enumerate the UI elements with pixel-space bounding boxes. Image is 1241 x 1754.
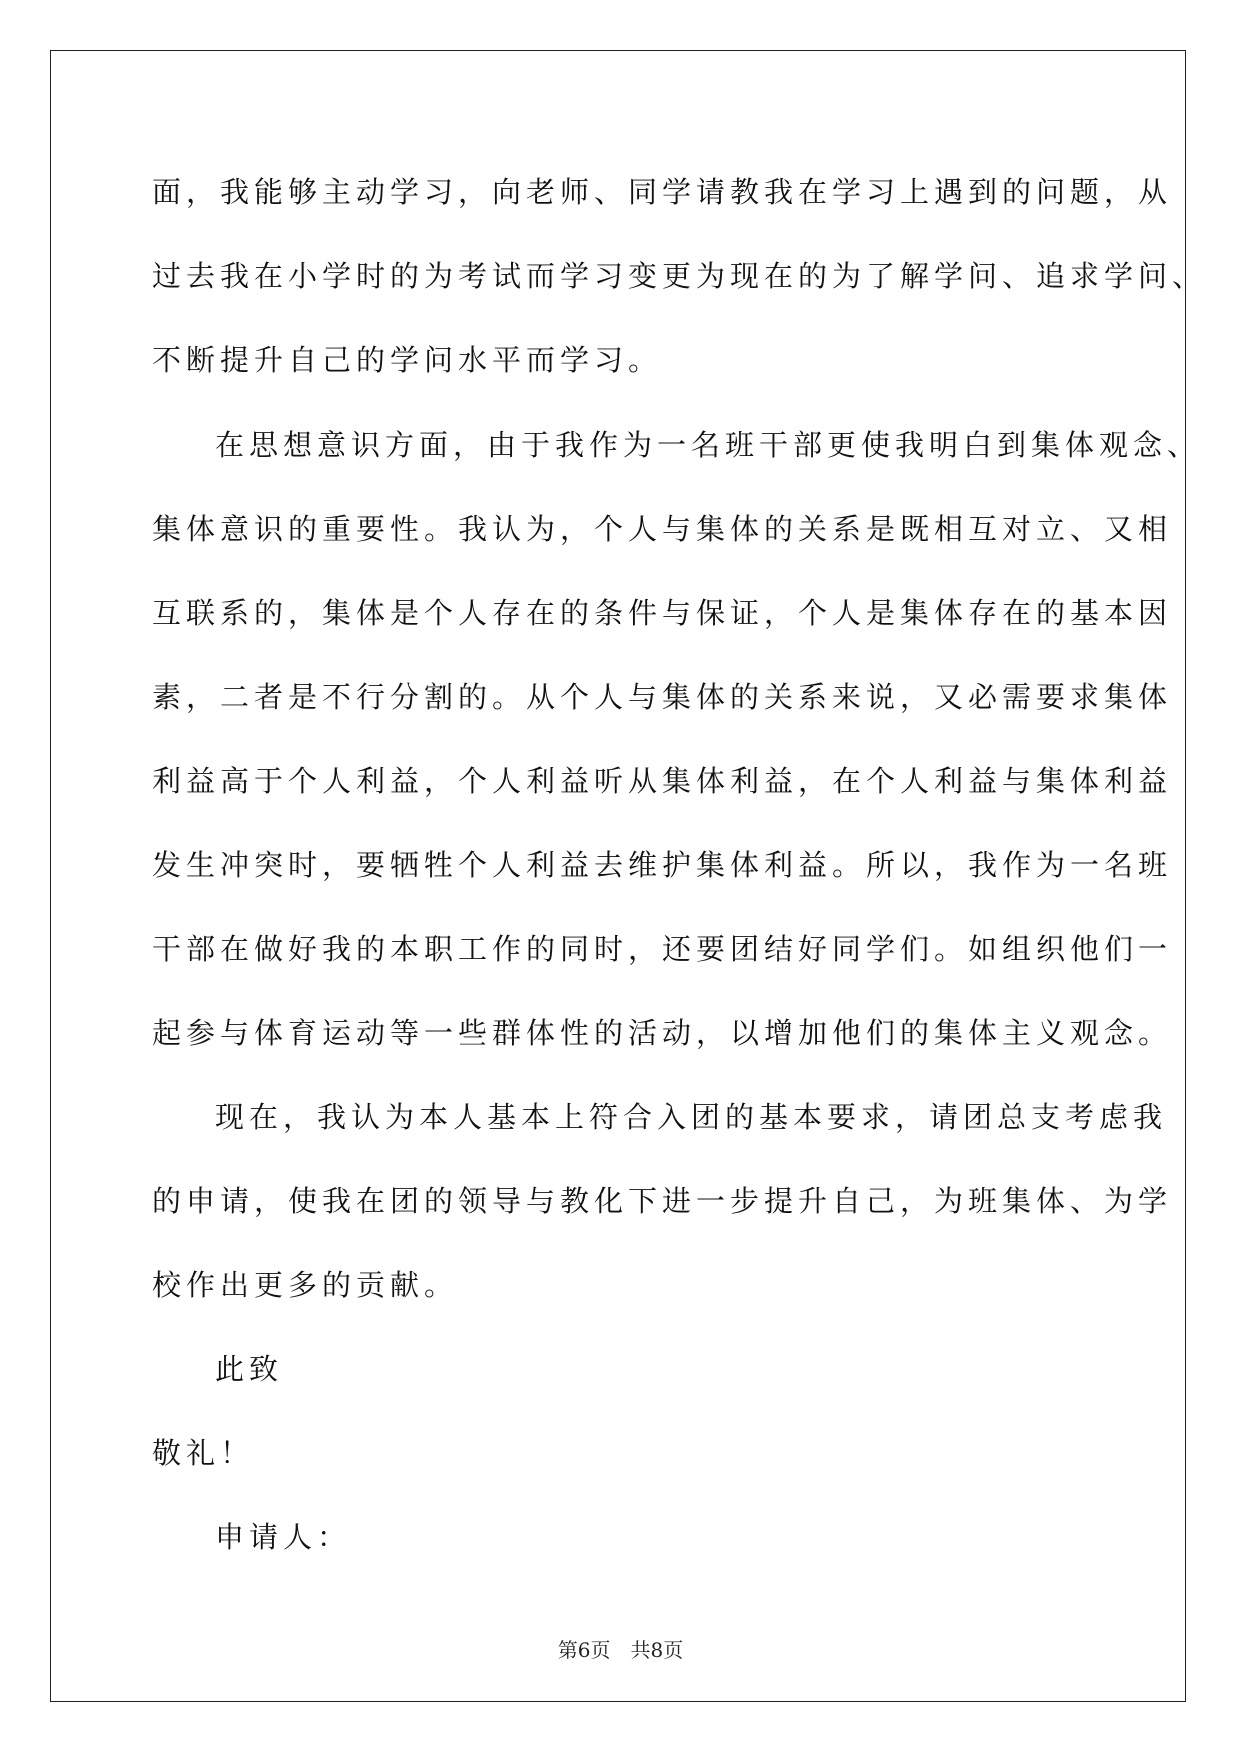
page-number: 第6页 共8页 <box>557 1638 684 1662</box>
text-line: 在思想意识方面，由于我作为一名班干部更使我明白到集体观念、 <box>215 428 1202 462</box>
text-line: 面，我能够主动学习，向老师、同学请教我在学习上遇到的问题，从 <box>152 175 1173 209</box>
text-line: 校作出更多的贡献。 <box>152 1268 459 1302</box>
signature-label: 申请人： <box>215 1520 352 1554</box>
text-line: 不断提升自己的学问水平而学习。 <box>152 343 663 377</box>
text-line: 现在，我认为本人基本上符合入团的基本要求，请团总支考虑我 <box>215 1100 1168 1134</box>
text-line: 起参与体育运动等一些群体性的活动，以增加他们的集体主义观念。 <box>152 1016 1173 1050</box>
text-line: 发生冲突时，要牺牲个人利益去维护集体利益。所以，我作为一名班 <box>152 848 1173 882</box>
text-line: 素，二者是不行分割的。从个人与集体的关系来说，又必需要求集体 <box>152 680 1173 714</box>
text-line: 的申请，使我在团的领导与教化下进一步提升自己，为班集体、为学 <box>152 1184 1173 1218</box>
text-line: 集体意识的重要性。我认为，个人与集体的关系是既相互对立、又相 <box>152 512 1173 546</box>
text-line: 利益高于个人利益，个人利益听从集体利益，在个人利益与集体利益 <box>152 764 1173 798</box>
closing-text: 此致 <box>215 1352 284 1386</box>
salute-text: 敬礼！ <box>152 1436 255 1470</box>
text-line: 干部在做好我的本职工作的同时，还要团结好同学们。如组织他们一 <box>152 932 1173 966</box>
text-line: 过去我在小学时的为考试而学习变更为现在的为了解学问、追求学问、 <box>152 259 1207 293</box>
text-line: 互联系的，集体是个人存在的条件与保证，个人是集体存在的基本因 <box>152 596 1173 630</box>
